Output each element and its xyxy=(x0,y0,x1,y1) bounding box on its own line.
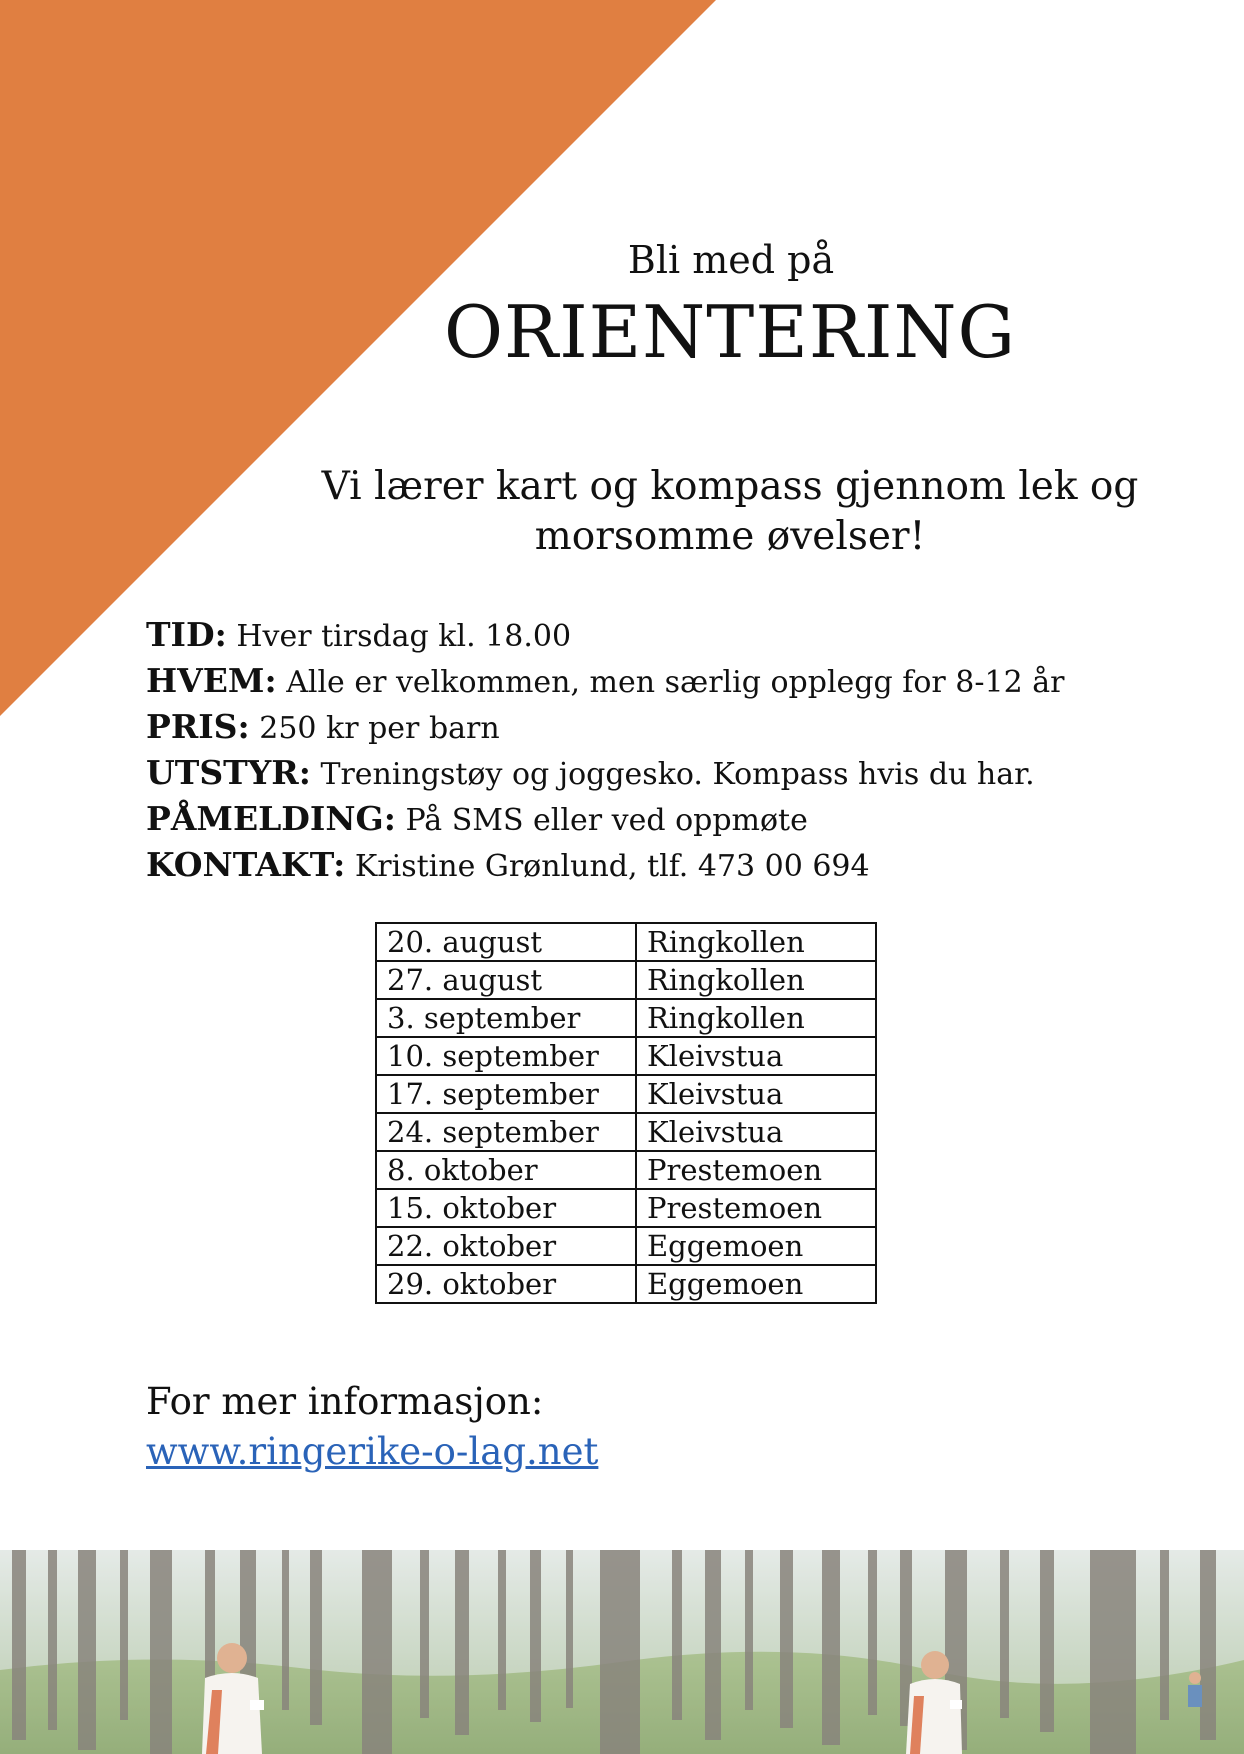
schedule-place: Kleivstua xyxy=(636,1075,876,1113)
info-row-utstyr xyxy=(146,751,1196,797)
info-label: PÅMELDING: xyxy=(146,799,396,838)
info-row-tid xyxy=(146,613,1196,659)
info-row-kontakt xyxy=(146,843,1196,889)
tagline-line-2: morsomme øvelser! xyxy=(534,514,926,559)
info-value: Hver tirsdag kl. 18.00 xyxy=(236,619,572,654)
info-value: Kristine Grønlund, tlf. 473 00 694 xyxy=(354,849,870,884)
info-value: Alle er velkommen, men særlig opplegg for 8-12 år xyxy=(286,665,1065,700)
info-label: UTSTYR: xyxy=(146,753,311,792)
website-link[interactable]: www.ringerike-o-lag.net xyxy=(146,1430,599,1473)
info-value: 250 kr per barn xyxy=(259,711,500,746)
info-row-pamelding xyxy=(146,797,1196,843)
schedule-date: 8. oktober xyxy=(376,1151,636,1189)
info-label: PRIS: xyxy=(146,707,250,746)
schedule-date: 15. oktober xyxy=(376,1189,636,1227)
more-info-label: For mer informasjon: xyxy=(146,1380,544,1423)
info-row-hvem xyxy=(146,659,1196,705)
schedule-date: 24. september xyxy=(376,1113,636,1151)
tagline xyxy=(270,462,1190,562)
info-row-pris xyxy=(146,705,1196,751)
page-title: ORIENTERING xyxy=(444,290,1016,374)
table-row xyxy=(376,1113,876,1151)
schedule-place: Eggemoen xyxy=(636,1227,876,1265)
schedule-place: Ringkollen xyxy=(636,923,876,961)
schedule-table xyxy=(375,922,877,1304)
schedule-place: Ringkollen xyxy=(636,999,876,1037)
schedule-place: Prestemoen xyxy=(636,1189,876,1227)
table-row xyxy=(376,999,876,1037)
info-value: På SMS eller ved oppmøte xyxy=(405,803,808,838)
table-row xyxy=(376,1227,876,1265)
table-row xyxy=(376,1075,876,1113)
schedule-place: Kleivstua xyxy=(636,1037,876,1075)
table-row xyxy=(376,1037,876,1075)
schedule-place: Kleivstua xyxy=(636,1113,876,1151)
intro-text: Bli med på xyxy=(627,238,835,282)
schedule-place: Eggemoen xyxy=(636,1265,876,1303)
forest-photo xyxy=(0,1550,1244,1754)
info-list xyxy=(146,613,1196,889)
table-row xyxy=(376,961,876,999)
schedule-place: Prestemoen xyxy=(636,1151,876,1189)
schedule-place: Ringkollen xyxy=(636,961,876,999)
table-row xyxy=(376,923,876,961)
schedule-date: 27. august xyxy=(376,961,636,999)
schedule-date: 17. september xyxy=(376,1075,636,1113)
info-value: Treningstøy og joggesko. Kompass hvis du har. xyxy=(320,757,1035,792)
schedule-date: 22. oktober xyxy=(376,1227,636,1265)
info-label: HVEM: xyxy=(146,661,277,700)
schedule-date: 10. september xyxy=(376,1037,636,1075)
schedule-date: 29. oktober xyxy=(376,1265,636,1303)
table-row xyxy=(376,1151,876,1189)
table-row xyxy=(376,1189,876,1227)
table-row xyxy=(376,1265,876,1303)
info-label: TID: xyxy=(146,615,227,654)
schedule-date: 3. september xyxy=(376,999,636,1037)
tagline-line-1: Vi lærer kart og kompass gjennom lek og xyxy=(321,464,1139,509)
info-label: KONTAKT: xyxy=(146,845,346,884)
schedule-date: 20. august xyxy=(376,923,636,961)
